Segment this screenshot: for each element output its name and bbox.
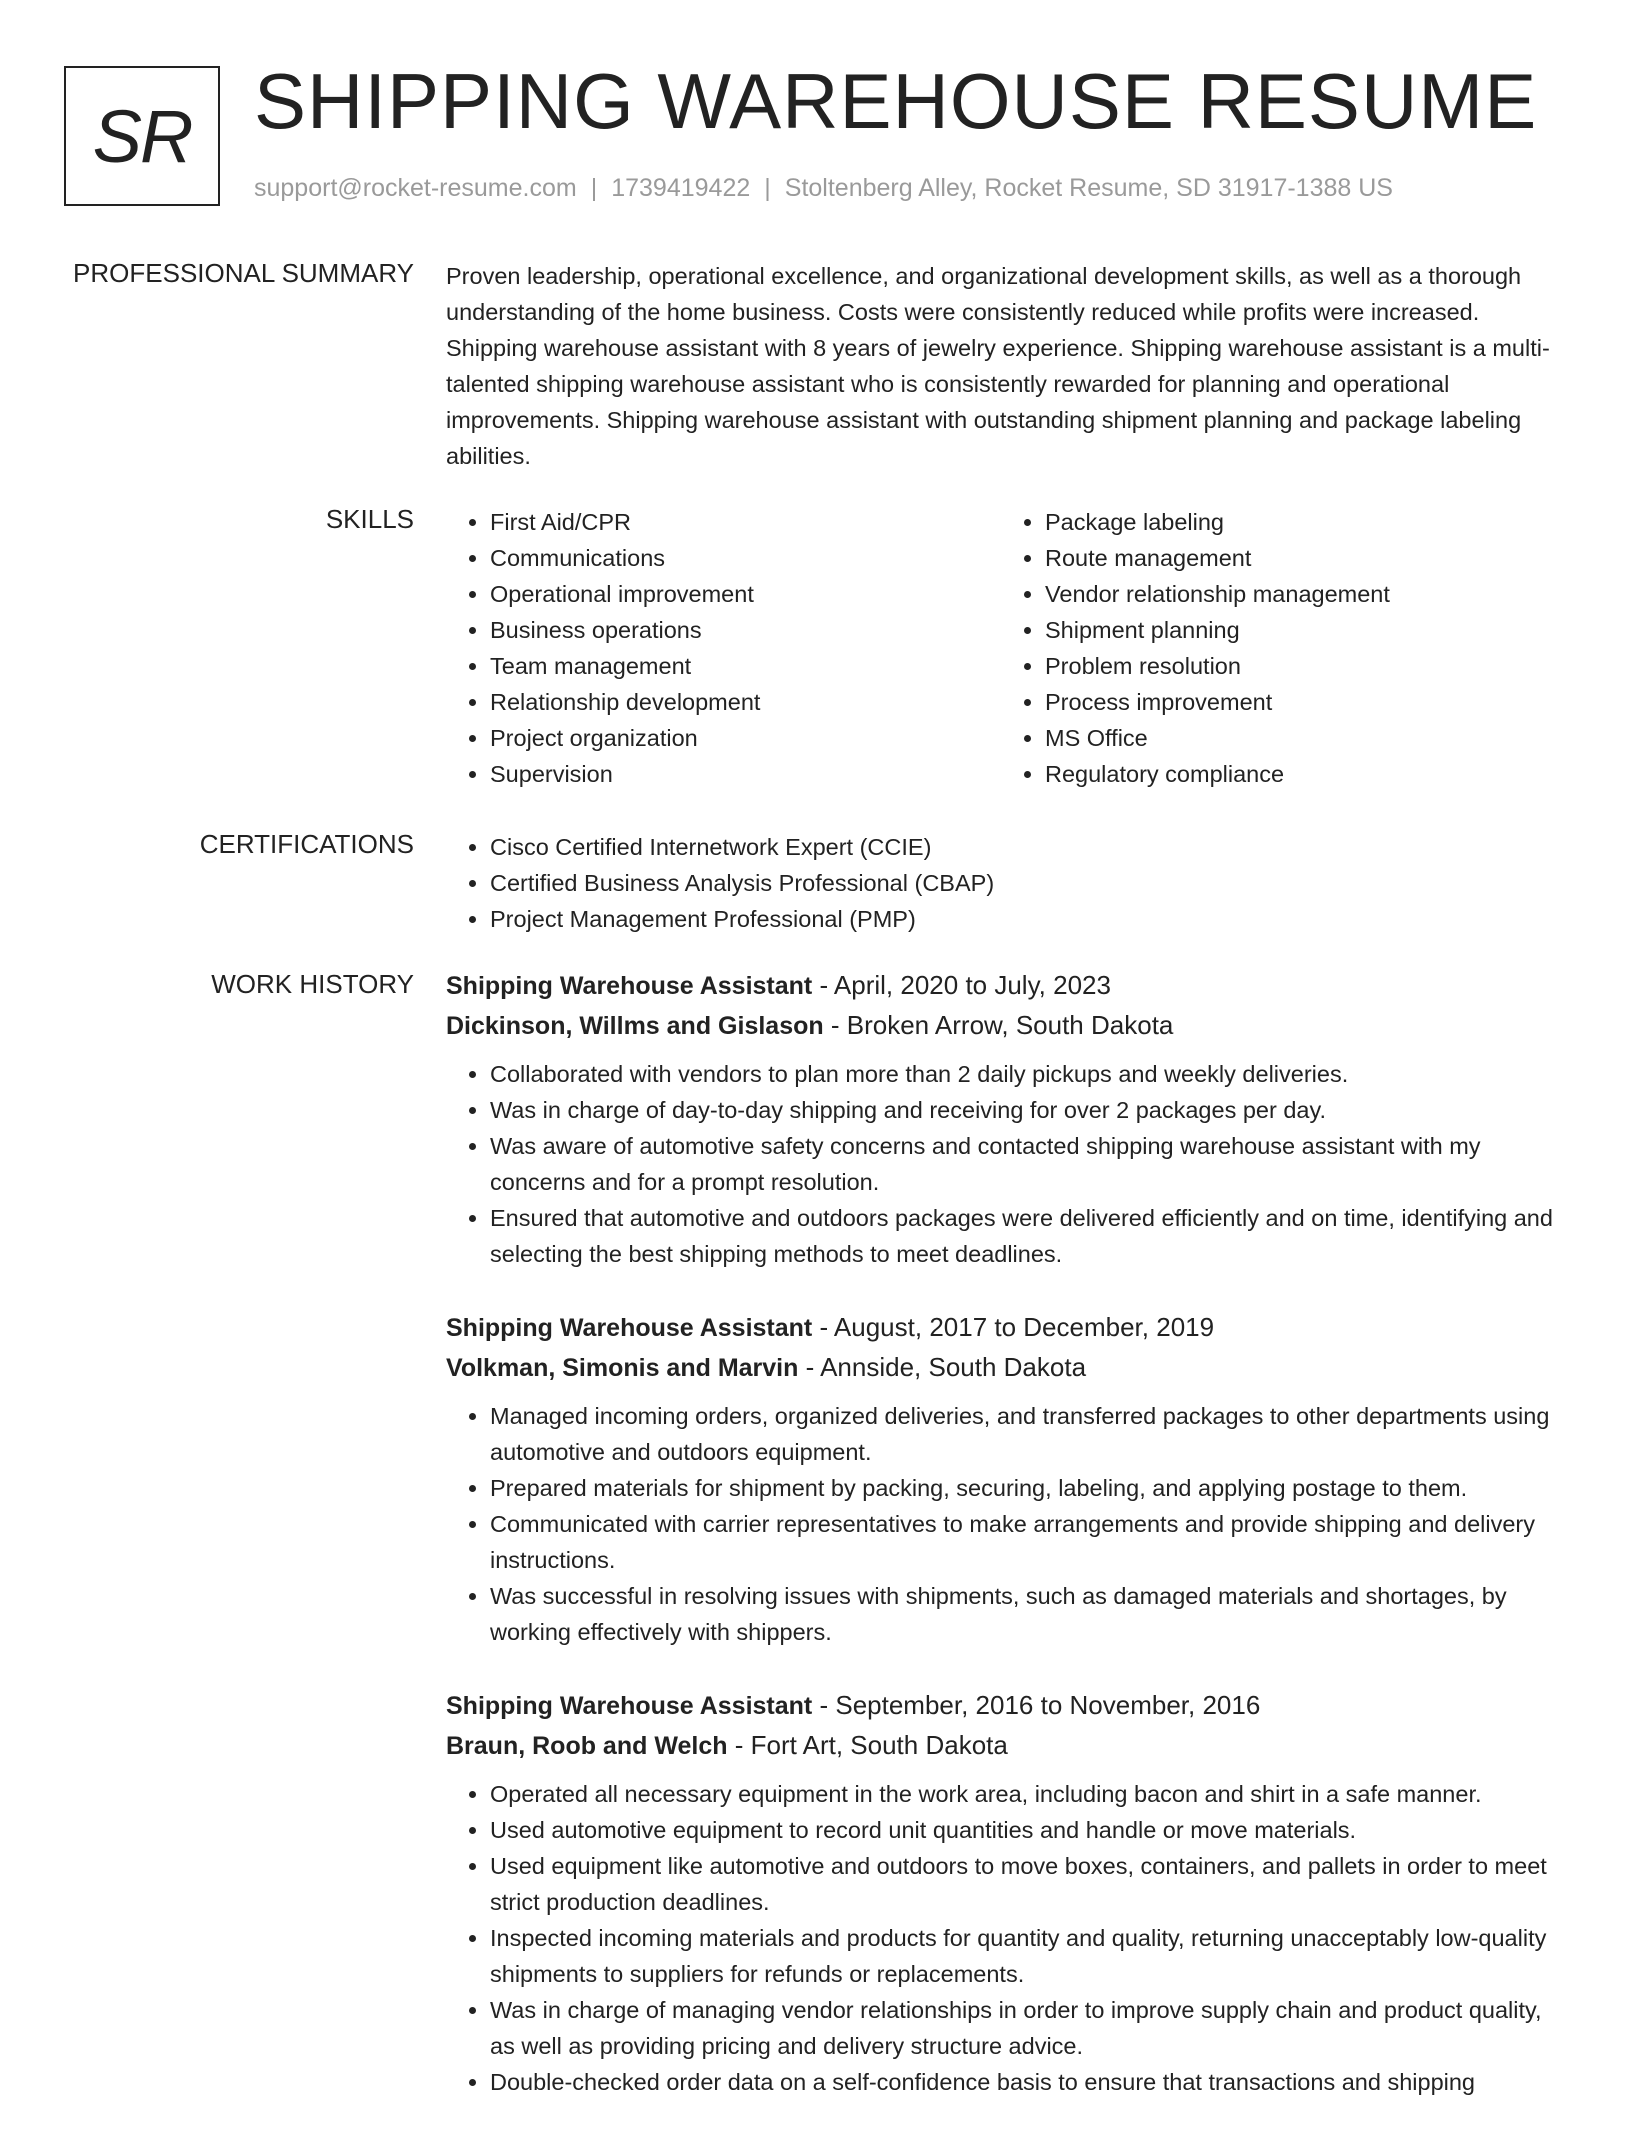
summary-content [446, 258, 1556, 474]
certification-item: • Cisco Certified Internetwork Expert (CCIE) [490, 829, 1556, 865]
certification-item: • Certified Business Analysis Professional (CBAP) [490, 865, 1556, 901]
contact-separator: | [590, 174, 598, 202]
skill-item: • Process improvement [1045, 684, 1556, 720]
skill-item: • Communications [490, 540, 1001, 576]
job-location: - Annside, South Dakota [798, 1352, 1087, 1382]
job-bullet: • Used equipment like automotive and outdoors to move boxes, containers, and pallets in order to meet strict production deadlines. [490, 1848, 1556, 1920]
work-history-content [446, 966, 1556, 2136]
skills-content [446, 504, 1556, 792]
job-bullets [446, 1776, 1556, 2100]
job-bullet: • Managed incoming orders, organized deliveries, and transferred packages to other departments using automotive and outdoors equipment. [490, 1398, 1556, 1470]
job-company-line [446, 1006, 1556, 1046]
job-bullets [446, 1056, 1556, 1272]
certifications-content [446, 829, 1556, 937]
job-bullet: • Prepared materials for shipment by packing, securing, labeling, and applying postage to them. [490, 1470, 1556, 1506]
work-history-label: WORK HISTORY [211, 969, 414, 999]
skill-item: • Relationship development [490, 684, 1001, 720]
job-dates: - August, 2017 to December, 2019 [812, 1312, 1215, 1342]
job-bullet: • Ensured that automotive and outdoors packages were delivered efficiently and on time, identifying and selecting the best shipping methods to meet deadlines. [490, 1200, 1556, 1272]
job-bullet: • Inspected incoming materials and products for quantity and quality, returning unacceptably low-quality shipments to suppliers for refunds or replacements. [490, 1920, 1556, 1992]
job-entry [446, 966, 1556, 1272]
job-title: Shipping Warehouse Assistant [446, 972, 813, 1000]
skills-list-left [446, 504, 1001, 792]
job-bullet: • Collaborated with vendors to plan more than 2 daily pickups and weekly deliveries. [490, 1056, 1556, 1092]
initials-monogram [64, 66, 220, 206]
job-entry [446, 1686, 1556, 2100]
skill-item: • Shipment planning [1045, 612, 1556, 648]
certifications-list [446, 829, 1556, 937]
job-bullets [446, 1398, 1556, 1650]
job-company-line [446, 1348, 1556, 1388]
job-title-line [446, 966, 1556, 1006]
job-company: Dickinson, Willms and Gislason [446, 1012, 824, 1040]
initials-text: SR [92, 94, 192, 178]
skill-item: • Package labeling [1045, 504, 1556, 540]
job-title: Shipping Warehouse Assistant [446, 1314, 813, 1342]
job-bullet: • Double-checked order data on a self-confidence basis to ensure that transactions and shipping [490, 2064, 1556, 2100]
skill-item: • Supervision [490, 756, 1001, 792]
job-company: Braun, Roob and Welch [446, 1732, 728, 1760]
skill-item: • Problem resolution [1045, 648, 1556, 684]
skills-columns [446, 504, 1556, 792]
skill-item: • Team management [490, 648, 1001, 684]
contact-email: support@rocket-resume.com [254, 174, 577, 202]
job-bullet: • Used automotive equipment to record unit quantities and handle or move materials. [490, 1812, 1556, 1848]
job-dates: - April, 2020 to July, 2023 [812, 970, 1111, 1000]
skill-item: • Vendor relationship management [1045, 576, 1556, 612]
skill-item: • Operational improvement [490, 576, 1001, 612]
job-title-line [446, 1308, 1556, 1348]
job-location: - Fort Art, South Dakota [727, 1730, 1008, 1760]
skill-item: • Regulatory compliance [1045, 756, 1556, 792]
skill-item: • MS Office [1045, 720, 1556, 756]
job-bullet: • Was in charge of managing vendor relationships in order to improve supply chain and product quality, as well as providing pricing and delivery structure advice. [490, 1992, 1556, 2064]
summary-text: Proven leadership, operational excellence, and organizational development skills, as well as a thorough understanding of the home business. Costs were consistently reduced while profits were increased. Shipping warehouse assistant with 8 years of jewelry experience. Shipping warehouse assistant is a multi-talented shipping warehouse assistant who is consistently rewarded for planning and operational improvements. Shipping warehouse assistant with outstanding shipment planning and package labeling abilities. [446, 263, 1550, 469]
resume-title: SHIPPING WAREHOUSE RESUME [254, 57, 1538, 145]
job-title: Shipping Warehouse Assistant [446, 1692, 813, 1720]
job-bullet: • Was successful in resolving issues with shipments, such as damaged materials and shortages, by working effectively with shippers. [490, 1578, 1556, 1650]
skills-list-right [1001, 504, 1556, 792]
skills-label: SKILLS [325, 504, 414, 534]
contact-address: Stoltenberg Alley, Rocket Resume, SD 31917-1388 US [784, 174, 1393, 202]
contact-separator: | [764, 174, 771, 202]
skill-item: • Route management [1045, 540, 1556, 576]
job-bullet: • Was aware of automotive safety concerns and contacted shipping warehouse assistant with my concerns and for a prompt resolution. [490, 1128, 1556, 1200]
job-company: Volkman, Simonis and Marvin [446, 1354, 799, 1382]
certification-item: • Project Management Professional (PMP) [490, 901, 1556, 937]
certifications-label: CERTIFICATIONS [199, 829, 414, 859]
skill-item: • First Aid/CPR [490, 504, 1001, 540]
contact-phone: 1739419422 [611, 174, 751, 202]
job-bullet: • Was in charge of day-to-day shipping and receiving for over 2 packages per day. [490, 1092, 1556, 1128]
job-company-line [446, 1726, 1556, 1766]
job-bullet: • Communicated with carrier representatives to make arrangements and provide shipping and delivery instructions. [490, 1506, 1556, 1578]
skill-item: • Project organization [490, 720, 1001, 756]
skill-item: • Business operations [490, 612, 1001, 648]
job-bullet: • Operated all necessary equipment in the work area, including bacon and shirt in a safe manner. [490, 1776, 1556, 1812]
job-entry [446, 1308, 1556, 1650]
job-dates: - September, 2016 to November, 2016 [812, 1690, 1261, 1720]
job-title-line [446, 1686, 1556, 1726]
contact-line [254, 174, 1393, 203]
summary-label: PROFESSIONAL SUMMARY [73, 258, 414, 288]
job-location: - Broken Arrow, South Dakota [823, 1010, 1174, 1040]
